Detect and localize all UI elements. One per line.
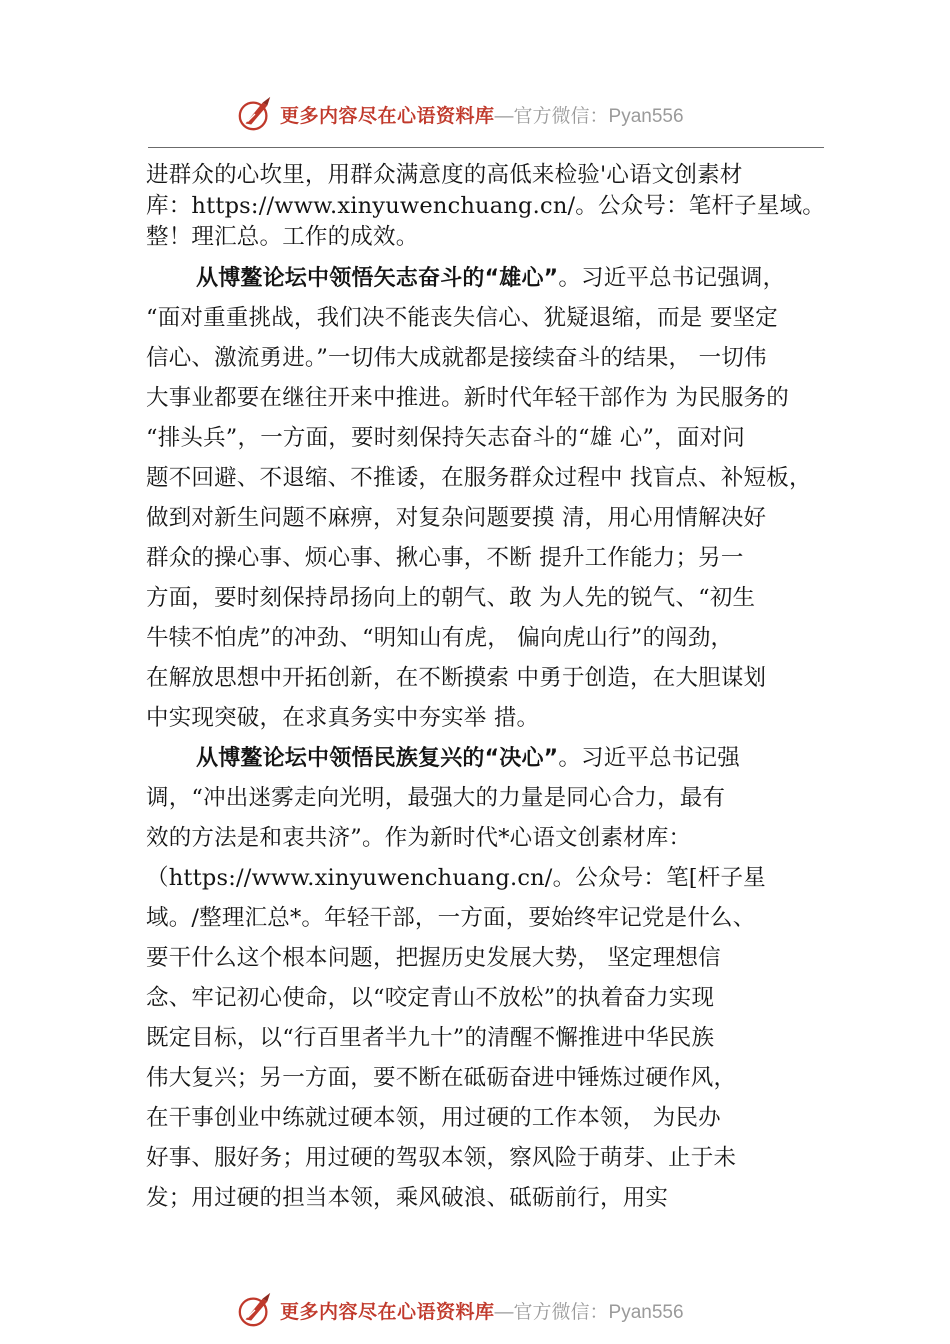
header-divider — [148, 147, 824, 148]
quill-pen-logo-icon — [236, 1291, 274, 1329]
header-wechat-text: —官方微信：Pyan556 — [494, 105, 684, 127]
text-line: 在干事创业中练就过硬本领，用过硬的工作本领， 为民办 — [146, 1105, 721, 1131]
text-line: 整！理汇总。工作的成效。 — [146, 224, 419, 250]
paragraph-1-first-line: 从博鳌论坛中领悟矢志奋斗的“雄心”。习近平总书记强调， — [196, 265, 786, 291]
text-line: 在解放思想中开拓创新，在不断摸索 中勇于创造，在大胆谋划 — [146, 665, 767, 691]
text-line: 发；用过硬的担当本领，乘风破浪、砥砺前行，用实 — [146, 1185, 669, 1211]
text-line: 信心、激流勇进。”一切伟大成就都是接续奋斗的结果， 一切伟 — [146, 345, 767, 371]
text-line: 库：https://www.xinyuwenchuang.cn/。公众号：笔杆子星域。 — [146, 193, 825, 219]
paragraph-2-heading: 从博鳌论坛中领悟民族复兴的“决心” — [196, 746, 559, 771]
text-line: 方面，要时刻保持昂扬向上的朝气、敢 为人先的锐气、“初生 — [146, 585, 756, 611]
text-line: 做到对新生问题不麻痹，对复杂问题要摸 清，用心用情解决好 — [146, 505, 767, 531]
text-line: 要干什么这个根本问题，把握历史发展大势， 坚定理想信 — [146, 945, 721, 971]
text-line: “面对重重挑战，我们决不能丧失信心、犹疑退缩，而是 要坚定 — [146, 305, 778, 331]
text-line: 既定目标，以“行百里者半九十”的清醒不懈推进中华民族 — [146, 1025, 715, 1051]
footer-banner — [236, 1290, 684, 1330]
text-line: “排头兵”，一方面，要时刻保持矢志奋斗的“雄 心”，面对问 — [146, 425, 745, 451]
paragraph-1-heading: 从博鳌论坛中领悟矢志奋斗的“雄心” — [196, 266, 559, 291]
header-banner — [236, 94, 684, 134]
text-line: 域。/整理汇总*。年轻干部，一方面，要始终牢记党是什么、 — [146, 905, 756, 931]
paragraph-2-first-line: 从博鳌论坛中领悟民族复兴的“决心”。习近平总书记强 — [196, 745, 740, 771]
header-brand-text: 更多内容尽在心语资料库 — [280, 104, 495, 127]
text-line: 题不回避、不退缩、不推诿，在服务群众过程中 找盲点、补短板， — [146, 465, 812, 491]
text-line: 群众的操心事、烦心事、揪心事，不断 提升工作能力；另一 — [146, 545, 744, 571]
text-line: 伟大复兴；另一方面，要不断在砥砺奋进中锤炼过硬作风， — [146, 1065, 737, 1091]
text-line: 大事业都要在继往开来中推进。新时代年轻干部作为 为民服务的 — [146, 385, 789, 411]
text-line: 进群众的心坎里，用群众满意度的高低来检验'心语文创素材 — [146, 162, 743, 188]
text-line: 好事、服好务；用过硬的驾驭本领，察风险于萌芽、止于未 — [146, 1145, 737, 1171]
footer-brand-text: 更多内容尽在心语资料库 — [280, 1300, 495, 1323]
text-line: 牛犊不怕虎”的冲劲、“明知山有虎， 偏向虎山行”的闯劲， — [146, 625, 734, 651]
text-line: 调，“冲出迷雾走向光明，最强大的力量是同心合力，最有 — [146, 785, 726, 811]
footer-wechat-text: —官方微信：Pyan556 — [494, 1301, 684, 1323]
document-body — [146, 160, 846, 1218]
quill-pen-logo-icon — [236, 95, 274, 133]
text-line: （https://www.xinyuwenchuang.cn/。公众号：笔[杆子星 — [146, 865, 766, 891]
text-line: 效的方法是和衷共济”。作为新时代*心语文创素材库： — [146, 825, 692, 851]
text-line: 念、牢记初心使命，以“咬定青山不放松”的执着奋力实现 — [146, 985, 715, 1011]
text-line: 中实现突破，在求真务实中夯实举 措。 — [146, 705, 540, 731]
